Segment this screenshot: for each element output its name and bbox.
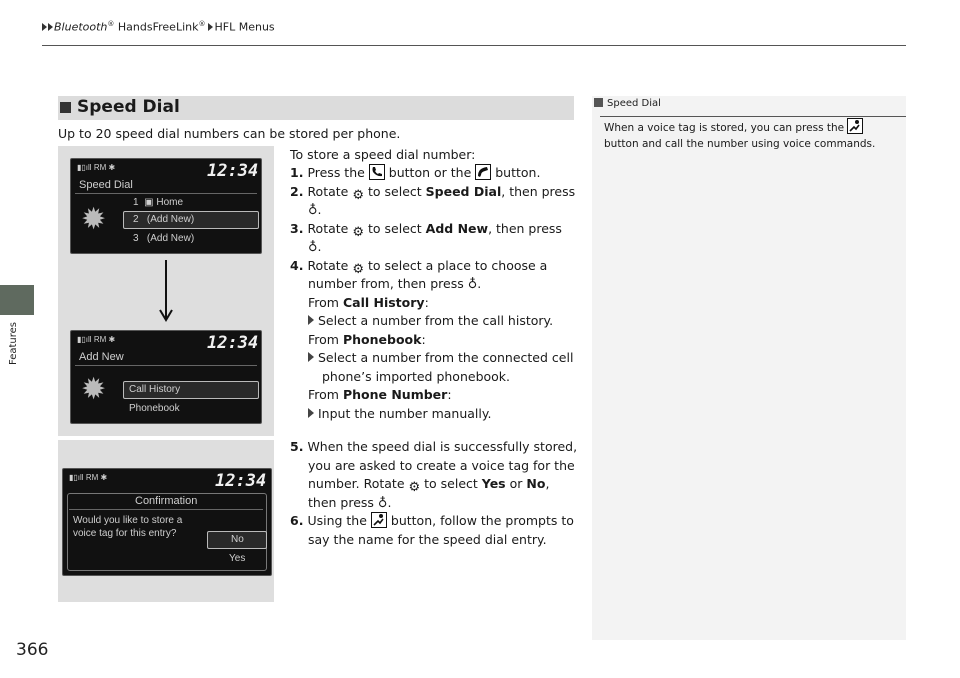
phone-icon: [369, 164, 385, 180]
step-3: 3. Rotate ⚙ to select Add New, then press: [290, 220, 562, 243]
dialog-question-line-1: Would you like to store a: [73, 515, 183, 526]
list-item[interactable]: Phonebook: [129, 403, 180, 414]
step-4-cont: number from, then press ♁.: [308, 276, 482, 292]
note-line-2: button and call the number using voice commands.: [604, 138, 876, 150]
screen-title: Speed Dial: [79, 179, 133, 191]
page-number: 366: [16, 640, 49, 660]
signal-icon: ▮▯ıll RM ✱: [77, 335, 116, 344]
divider: [75, 193, 257, 194]
breadcrumb-arrow-icon: [48, 23, 53, 31]
phonebook-desc: Select a number from the connected cell: [308, 349, 573, 368]
phonebook-desc-2: phone’s imported phonebook.: [322, 369, 511, 384]
screens-figure-1: [58, 146, 274, 436]
gear-icon: ✹: [81, 202, 107, 237]
step-5-l4: then press ♁.: [308, 495, 392, 511]
option-yes[interactable]: Yes: [229, 553, 246, 564]
gear-icon: ✹: [81, 372, 107, 407]
selector-knob-icon: ⚙: [408, 480, 421, 495]
note-rule: [600, 116, 906, 117]
divider: [75, 365, 257, 366]
step-5: 5. When the speed dial is successfully stored,: [290, 439, 578, 454]
list-item[interactable]: Call History: [129, 384, 181, 395]
clock: 12:34: [207, 161, 259, 181]
breadcrumb-section[interactable]: HFL Menus: [214, 20, 275, 34]
from-call-history: From Call History:: [308, 295, 429, 310]
breadcrumb: Bluetooth® HandsFreeLink® HFL Menus: [42, 20, 275, 34]
talk-icon: [371, 512, 387, 528]
intro-text: Up to 20 speed dial numbers can be stored per phone.: [58, 126, 401, 141]
screens-figure-2: [58, 440, 274, 602]
signal-icon: ▮▯ıll RM ✱: [69, 473, 108, 482]
chapter-label: Features: [8, 322, 19, 365]
breadcrumb-arrow-icon: [208, 23, 213, 31]
list-item[interactable]: 1 ▣ Home: [133, 197, 184, 208]
section-square-icon: [60, 102, 71, 113]
note-marker-icon: [594, 98, 603, 107]
list-item[interactable]: 3 (Add New): [133, 233, 195, 244]
note-panel: [592, 96, 906, 640]
list-item[interactable]: 2 (Add New): [133, 214, 195, 225]
clock: 12:34: [207, 333, 259, 353]
step-6-l2: say the name for the speed dial entry.: [308, 532, 547, 547]
press-knob-icon: ♁: [377, 496, 388, 511]
note-text: [604, 118, 900, 152]
step-5-l3: number. Rotate ⚙ to select Yes or No,: [308, 475, 549, 498]
step-4: 4. Rotate ⚙ to select a place to choose a: [290, 257, 547, 280]
step-6: 6. Using the button, follow the prompts to: [290, 513, 574, 528]
screen-title: Add New: [79, 351, 124, 363]
selector-knob-icon: ⚙: [352, 262, 365, 277]
section-title: Speed Dial: [77, 97, 180, 117]
step-3-press: ♁.: [308, 239, 322, 255]
breadcrumb-product[interactable]: HandsFreeLink: [117, 20, 199, 34]
sub-arrow-icon: [308, 352, 314, 362]
phone-number-desc: Input the number manually.: [308, 405, 491, 424]
note-line-1: When a voice tag is stored, you can press the: [604, 118, 900, 136]
step-1: 1. Press the button or the button.: [290, 165, 541, 180]
breadcrumb-brand[interactable]: Bluetooth: [54, 20, 108, 34]
call-history-desc: Select a number from the call history.: [308, 312, 553, 331]
note-title: Speed Dial: [594, 98, 661, 109]
confirmation-screen: [62, 468, 272, 576]
add-new-screen: [70, 330, 262, 424]
talk-icon: [847, 118, 863, 134]
selector-knob-icon: ⚙: [352, 188, 365, 203]
dialog-title: Confirmation: [135, 495, 198, 507]
from-phone-number: From Phone Number:: [308, 387, 452, 402]
speed-dial-screen: [70, 158, 262, 254]
clock: 12:34: [215, 471, 267, 491]
step-2-press: ♁.: [308, 202, 322, 218]
header-rule: [42, 45, 906, 46]
step-2: 2. Rotate ⚙ to select Speed Dial, then press: [290, 183, 575, 206]
chapter-tab[interactable]: [0, 285, 34, 315]
sub-arrow-icon: [308, 408, 314, 418]
down-arrow-icon: [158, 260, 174, 322]
press-knob-icon: ♁: [308, 203, 318, 218]
press-knob-icon: ♁: [308, 240, 318, 255]
pick-up-icon: [475, 164, 491, 180]
press-knob-icon: ♁: [467, 277, 478, 292]
from-phonebook: From Phonebook:: [308, 332, 426, 347]
selector-knob-icon: ⚙: [352, 225, 365, 240]
dialog-question-line-2: voice tag for this entry?: [73, 528, 177, 539]
steps-intro: To store a speed dial number:: [290, 147, 476, 162]
section-heading: [58, 96, 574, 120]
option-no[interactable]: No: [231, 534, 244, 545]
signal-icon: ▮▯ıll RM ✱: [77, 163, 116, 172]
divider: [69, 509, 263, 510]
sub-arrow-icon: [308, 315, 314, 325]
breadcrumb-arrow-icon: [42, 23, 47, 31]
step-5-l2: you are asked to create a voice tag for the: [308, 458, 575, 473]
